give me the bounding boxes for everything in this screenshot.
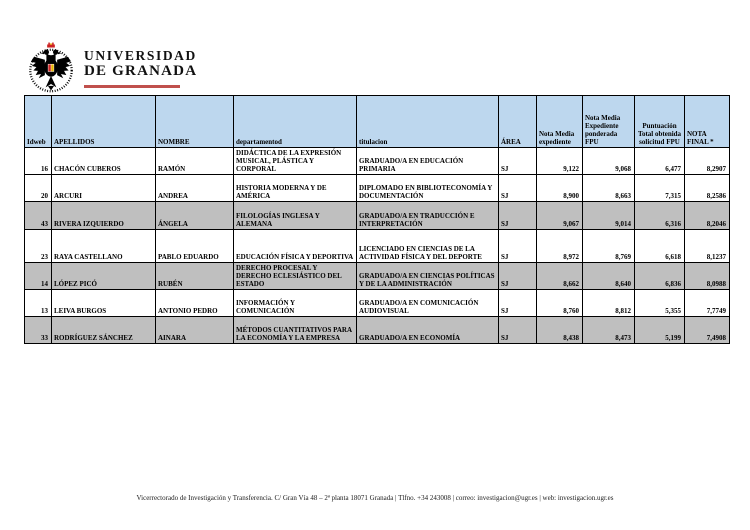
cell-idweb: 33 bbox=[25, 317, 52, 344]
cell-titulacion: LICENCIADO EN CIENCIAS DE LA ACTIVIDAD FÍSICA Y DEL DEPORTE bbox=[357, 230, 499, 263]
cell-area: SJ bbox=[499, 290, 537, 317]
cell-departamento: FILOLOGÍAS INGLESA Y ALEMANA bbox=[234, 202, 357, 230]
cell-idweb: 13 bbox=[25, 290, 52, 317]
cell-nota-final: 8,2907 bbox=[685, 148, 730, 175]
cell-apellidos: LÓPEZ PICÓ bbox=[52, 263, 156, 290]
cell-nota-ponderada: 8,663 bbox=[583, 175, 635, 202]
cell-nota-media: 8,438 bbox=[537, 317, 583, 344]
table-row bbox=[25, 263, 730, 290]
table-body bbox=[25, 148, 730, 344]
cell-area: SJ bbox=[499, 175, 537, 202]
cell-nota-media: 9,122 bbox=[537, 148, 583, 175]
cell-titulacion: DIPLOMADO EN BIBLIOTECONOMÍA Y DOCUMENTACIÓN bbox=[357, 175, 499, 202]
cell-area: SJ bbox=[499, 148, 537, 175]
cell-idweb: 16 bbox=[25, 148, 52, 175]
cell-puntuacion: 6,618 bbox=[635, 230, 685, 263]
cell-puntuacion: 5,199 bbox=[635, 317, 685, 344]
cell-nota-final: 8,1237 bbox=[685, 230, 730, 263]
cell-puntuacion: 7,315 bbox=[635, 175, 685, 202]
col-header-apellidos: APELLIDOS bbox=[52, 96, 156, 148]
cell-apellidos: LEIVA BURGOS bbox=[52, 290, 156, 317]
cell-nota-ponderada: 9,014 bbox=[583, 202, 635, 230]
cell-puntuacion: 6,836 bbox=[635, 263, 685, 290]
cell-nombre: RAMÓN bbox=[156, 148, 234, 175]
cell-nombre: ÁNGELA bbox=[156, 202, 234, 230]
cell-idweb: 23 bbox=[25, 230, 52, 263]
cell-titulacion: GRADUADO/A EN EDUCACIÓN PRIMARIA bbox=[357, 148, 499, 175]
cell-nombre: ANTONIO PEDRO bbox=[156, 290, 234, 317]
cell-nota-ponderada: 8,812 bbox=[583, 290, 635, 317]
cell-nota-final: 8,2046 bbox=[685, 202, 730, 230]
cell-apellidos: RODRÍGUEZ SÁNCHEZ bbox=[52, 317, 156, 344]
cell-departamento: EDUCACIÓN FÍSICA Y DEPORTIVA bbox=[234, 230, 357, 263]
logo-underline bbox=[84, 85, 180, 88]
cell-titulacion: GRADUADO/A EN COMUNICACIÓN AUDIOVISUAL bbox=[357, 290, 499, 317]
cell-nota-media: 9,067 bbox=[537, 202, 583, 230]
cell-nota-media: 8,662 bbox=[537, 263, 583, 290]
cell-puntuacion: 6,477 bbox=[635, 148, 685, 175]
col-header-idweb: Idweb bbox=[25, 96, 52, 148]
table-row bbox=[25, 230, 730, 263]
cell-apellidos: CHACÓN CUBEROS bbox=[52, 148, 156, 175]
cell-titulacion: GRADUADO/A EN TRADUCCIÓN E INTERPRETACIÓN bbox=[357, 202, 499, 230]
col-header-area: ÁREA bbox=[499, 96, 537, 148]
logo-university-name: UNIVERSIDAD bbox=[84, 48, 197, 63]
cell-apellidos: RAYA CASTELLANO bbox=[52, 230, 156, 263]
table-header-row bbox=[25, 96, 730, 148]
cell-area: SJ bbox=[499, 202, 537, 230]
cell-nota-ponderada: 8,640 bbox=[583, 263, 635, 290]
cell-nombre: PABLO EDUARDO bbox=[156, 230, 234, 263]
cell-nota-ponderada: 8,473 bbox=[583, 317, 635, 344]
cell-nota-final: 8,2586 bbox=[685, 175, 730, 202]
cell-area: SJ bbox=[499, 317, 537, 344]
cell-departamento: HISTORIA MODERNA Y DE AMÉRICA bbox=[234, 175, 357, 202]
cell-area: SJ bbox=[499, 230, 537, 263]
logo-city-name: DE GRANADA bbox=[84, 63, 198, 79]
cell-nota-media: 8,900 bbox=[537, 175, 583, 202]
cell-nota-ponderada: 9,068 bbox=[583, 148, 635, 175]
table-row bbox=[25, 148, 730, 175]
cell-nota-media: 8,972 bbox=[537, 230, 583, 263]
cell-apellidos: RIVERA IZQUIERDO bbox=[52, 202, 156, 230]
cell-nota-final: 7,4908 bbox=[685, 317, 730, 344]
fpu-results-table bbox=[24, 95, 730, 344]
col-header-puntuacion: Puntuación Total obtenida solicitud FPU bbox=[635, 96, 685, 148]
cell-departamento: DERECHO PROCESAL Y DERECHO ECLESIÁSTICO DEL ESTADO bbox=[234, 263, 357, 290]
cell-area: SJ bbox=[499, 263, 537, 290]
cell-puntuacion: 5,355 bbox=[635, 290, 685, 317]
col-header-departamento: departamentod bbox=[234, 96, 357, 148]
cell-idweb: 43 bbox=[25, 202, 52, 230]
cell-departamento: MÉTODOS CUANTITATIVOS PARA LA ECONOMÍA Y LA EMPRESA bbox=[234, 317, 357, 344]
cell-titulacion: GRADUADO/A EN CIENCIAS POLÍTICAS Y DE LA ADMINISTRACIÓN bbox=[357, 263, 499, 290]
cell-nota-ponderada: 8,769 bbox=[583, 230, 635, 263]
col-header-nombre: NOMBRE bbox=[156, 96, 234, 148]
cell-nota-final: 8,0988 bbox=[685, 263, 730, 290]
col-header-nota-final: NOTA FINAL * bbox=[685, 96, 730, 148]
col-header-nota-ponderada: Nota Media Expediente ponderada FPU bbox=[583, 96, 635, 148]
cell-idweb: 14 bbox=[25, 263, 52, 290]
cell-nota-media: 8,760 bbox=[537, 290, 583, 317]
cell-nota-final: 7,7749 bbox=[685, 290, 730, 317]
cell-departamento: INFORMACIÓN Y COMUNICACIÓN bbox=[234, 290, 357, 317]
cell-idweb: 20 bbox=[25, 175, 52, 202]
cell-puntuacion: 6,316 bbox=[635, 202, 685, 230]
cell-nombre: AINARA bbox=[156, 317, 234, 344]
ugr-crest-icon bbox=[28, 40, 74, 98]
col-header-titulacion: titulacion bbox=[357, 96, 499, 148]
cell-nombre: ANDREA bbox=[156, 175, 234, 202]
col-header-nota-media: Nota Media expediente bbox=[537, 96, 583, 148]
cell-nombre: RUBÉN bbox=[156, 263, 234, 290]
cell-titulacion: GRADUADO/A EN ECONOMÍA bbox=[357, 317, 499, 344]
footer-text: Vicerrectorado de Investigación y Transferencia. C/ Gran Vía 48 – 2ª planta 18071 Granada | Tlfno. +34 243008 | correo: investigacion@ugr.es | web: investigacion.ugr.es bbox=[136, 494, 614, 502]
cell-departamento: DIDÁCTICA DE LA EXPRESIÓN MUSICAL, PLÁSTICA Y CORPORAL bbox=[234, 148, 357, 175]
cell-apellidos: ARCURI bbox=[52, 175, 156, 202]
ugr-logo bbox=[28, 40, 197, 98]
table-row bbox=[25, 175, 730, 202]
table-row bbox=[25, 290, 730, 317]
table-row bbox=[25, 202, 730, 230]
table-row bbox=[25, 317, 730, 344]
